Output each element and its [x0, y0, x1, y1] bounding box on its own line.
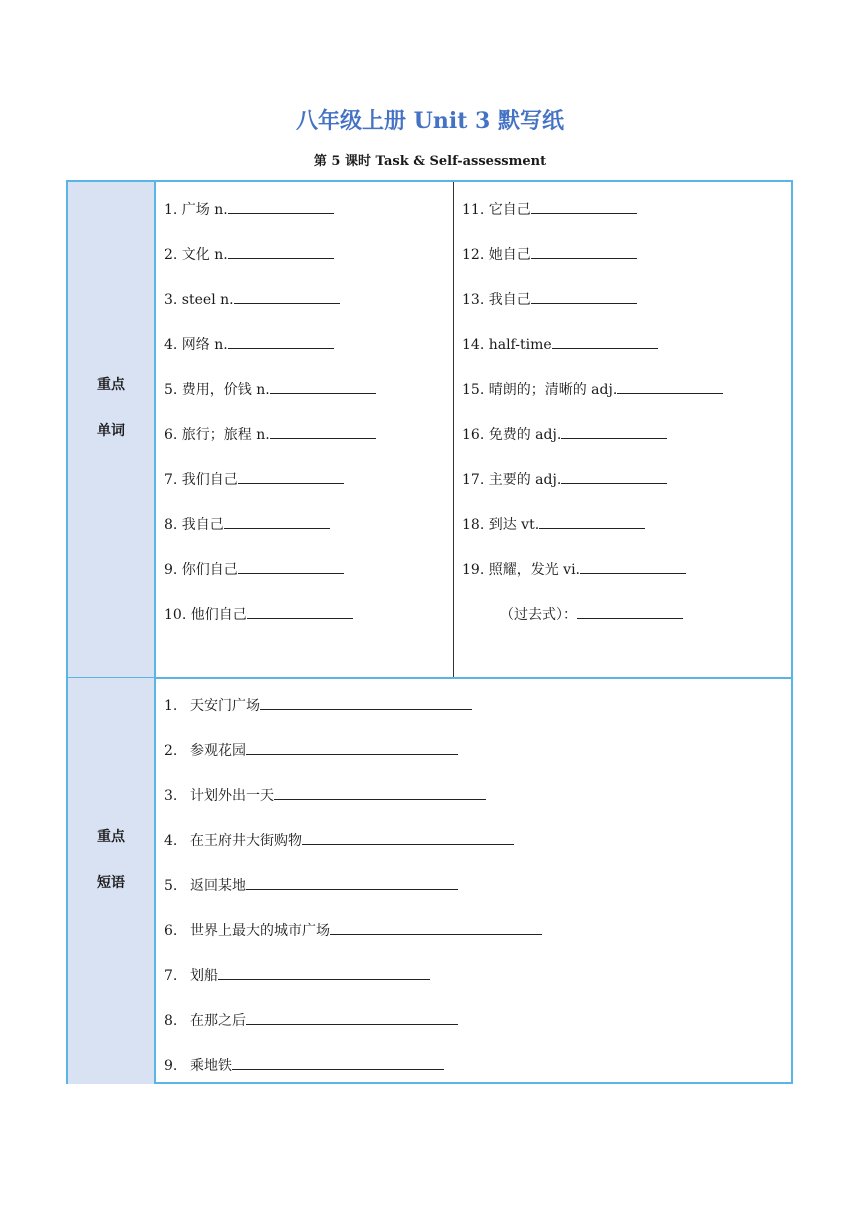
word-item	[164, 199, 334, 219]
phrase-item	[164, 830, 514, 850]
page-subtitle: 第 5 课时 Task & Self-assessment	[313, 154, 547, 169]
column-divider	[453, 182, 454, 678]
answer-blank[interactable]	[224, 514, 330, 529]
words-label-cell	[68, 182, 156, 678]
word-item	[164, 469, 344, 489]
phrase-number: 5.	[164, 878, 178, 894]
answer-blank[interactable]	[617, 379, 723, 394]
section-divider	[68, 677, 791, 679]
answer-blank[interactable]	[577, 604, 683, 619]
answer-blank[interactable]	[228, 244, 334, 259]
phrase-number: 1.	[164, 698, 178, 714]
phrase-number: 4.	[164, 833, 178, 849]
word-item-text: 13. 我自己	[462, 292, 531, 308]
answer-blank[interactable]	[270, 424, 376, 439]
answer-blank[interactable]	[247, 604, 353, 619]
answer-blank[interactable]	[260, 695, 472, 710]
phrase-item	[164, 1055, 444, 1075]
phrase-text: 在王府井大街购物	[190, 833, 302, 849]
phrase-text: 划船	[190, 968, 218, 984]
phrase-text: 计划外出一天	[190, 788, 274, 804]
phrase-item	[164, 695, 472, 715]
word-item	[164, 424, 376, 444]
word-item-text: 15. 晴朗的；清晰的 adj.	[462, 382, 618, 398]
word-item	[164, 334, 334, 354]
phrase-text: 返回某地	[190, 878, 246, 894]
word-item-text: 9. 你们自己	[164, 562, 238, 578]
answer-blank[interactable]	[531, 289, 637, 304]
phrases-label-line2: 短语	[97, 875, 125, 891]
dictation-table	[66, 180, 793, 1084]
phrase-number: 3.	[164, 788, 178, 804]
phrase-number: 6.	[164, 923, 178, 939]
word-item-text: 10. 他们自己	[164, 607, 247, 623]
word-item-text: 8. 我自己	[164, 517, 224, 533]
word-item-text: 16. 免费的 adj.	[462, 427, 562, 443]
answer-blank[interactable]	[531, 244, 637, 259]
answer-blank[interactable]	[218, 965, 430, 980]
phrase-number: 9.	[164, 1058, 178, 1074]
phrase-text: 天安门广场	[190, 698, 260, 714]
word-item-text: 17. 主要的 adj.	[462, 472, 562, 488]
word-item	[462, 514, 645, 534]
word-item	[462, 244, 637, 264]
phrase-text: 在那之后	[190, 1013, 246, 1029]
word-item-text: 18. 到达 vt.	[462, 517, 540, 533]
word-item-text: 7. 我们自己	[164, 472, 238, 488]
word-item	[462, 559, 686, 579]
phrase-text: 参观花园	[190, 743, 246, 759]
answer-blank[interactable]	[246, 875, 458, 890]
word-item-text: 14. half-time	[462, 337, 552, 353]
words-label-line2: 单词	[97, 423, 125, 439]
phrases-label-cell	[68, 678, 156, 1084]
answer-blank[interactable]	[552, 334, 658, 349]
word-item	[164, 379, 376, 399]
answer-blank[interactable]	[330, 920, 542, 935]
word-item	[164, 604, 353, 624]
phrase-item	[164, 965, 430, 985]
answer-blank[interactable]	[580, 559, 686, 574]
answer-blank[interactable]	[238, 469, 344, 484]
word-item-text: 1. 广场 n.	[164, 202, 228, 218]
word-item	[462, 469, 667, 489]
answer-blank[interactable]	[228, 334, 334, 349]
word-item-text: 19. 照耀，发光 vi.	[462, 562, 581, 578]
word-item	[462, 334, 658, 354]
phrase-item	[164, 740, 458, 760]
word-item-text: 5. 费用，价钱 n.	[164, 382, 270, 398]
answer-blank[interactable]	[539, 514, 645, 529]
word-item	[462, 289, 637, 309]
word-item	[462, 199, 637, 219]
answer-blank[interactable]	[302, 830, 514, 845]
page-title: 八年级上册 Unit 3 默写纸	[296, 108, 564, 134]
phrase-item	[164, 875, 458, 895]
phrase-item	[164, 785, 486, 805]
word-item	[164, 514, 330, 534]
phrase-number: 2.	[164, 743, 178, 759]
answer-blank[interactable]	[270, 379, 376, 394]
phrases-label-line1: 重点	[97, 829, 125, 845]
answer-blank[interactable]	[274, 785, 486, 800]
word-item	[500, 604, 683, 624]
answer-blank[interactable]	[232, 1055, 444, 1070]
phrase-number: 8.	[164, 1013, 178, 1029]
answer-blank[interactable]	[234, 289, 340, 304]
word-item-text: 2. 文化 n.	[164, 247, 228, 263]
answer-blank[interactable]	[531, 199, 637, 214]
word-item-text: 6. 旅行；旅程 n.	[164, 427, 270, 443]
words-label-line1: 重点	[97, 377, 125, 393]
word-item-text: 12. 她自己	[462, 247, 531, 263]
answer-blank[interactable]	[246, 1010, 458, 1025]
phrase-text: 世界上最大的城市广场	[190, 923, 330, 939]
answer-blank[interactable]	[561, 469, 667, 484]
phrase-number: 7.	[164, 968, 178, 984]
word-item-text: （过去式）：	[500, 607, 577, 623]
word-item	[164, 289, 340, 309]
answer-blank[interactable]	[238, 559, 344, 574]
phrase-text: 乘地铁	[190, 1058, 232, 1074]
word-item-text: 11. 它自己	[462, 202, 531, 218]
word-item	[164, 559, 344, 579]
answer-blank[interactable]	[228, 199, 334, 214]
word-item-text: 3. steel n.	[164, 292, 234, 308]
word-item	[164, 244, 334, 264]
word-item	[462, 379, 723, 399]
word-item	[462, 424, 667, 444]
phrase-item	[164, 1010, 458, 1030]
answer-blank[interactable]	[561, 424, 667, 439]
answer-blank[interactable]	[246, 740, 458, 755]
word-item-text: 4. 网络 n.	[164, 337, 228, 353]
phrase-item	[164, 920, 542, 940]
